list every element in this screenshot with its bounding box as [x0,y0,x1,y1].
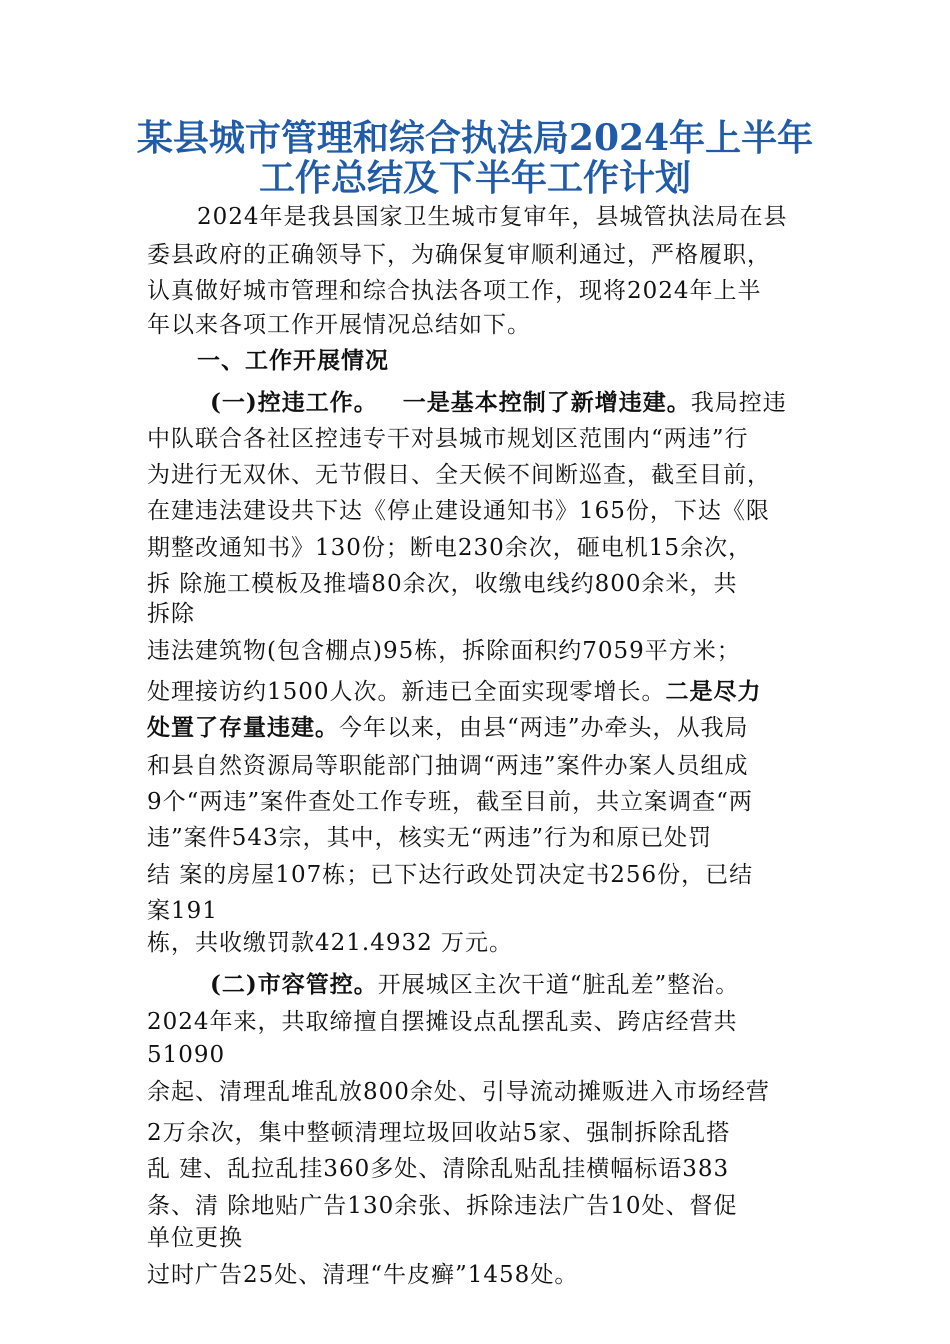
sub1-line-d2: 违”案件543宗，其中，核实无“两违”行为和原已处罚 [147,825,713,851]
title-line-1: 某县城市管理和综合执法局2024年上半年 [136,117,814,159]
sub2-label: (二)市容管控。 [210,971,378,998]
sub1-line-d1: 9个“两违”案件查处工作专班，截至目前，共立案调查“两 [147,789,753,815]
sub2-line1-rest: 开展城区主次干道“脏乱差”整治。 [377,972,740,998]
sub1-line-b [147,677,762,707]
sub2-line-0: 2024年来，共取缔擅自摆摊设点乱摆乱卖、跨店经营共 [147,1009,738,1035]
sub1-line-d3: 结 案的房屋107栋；已下达行政处罚决定书256份，已结 [147,862,754,888]
sub1-line-d5: 栋，共收缴罚款421.4932 万元。 [147,930,514,956]
sub1-line-a3: 期整改通知书》130份；断电230余次，砸电机15余次， [147,535,753,561]
sub2-line-5: 条、清 除地贴广告130余张、拆除违法广告10处、督促 [147,1193,738,1219]
section-heading: 一、工作开展情况 [197,347,389,374]
sub1-point1: 一是基本控制了新增违建。 [402,389,691,416]
sub1-line-b-start: 处理接访约1500人次。新违已全面实现零增长。 [147,679,666,705]
sub2-line-7: 过时广告25处、清理“牛皮癣”1458处。 [147,1262,579,1288]
sub1-line-d4: 案191 [147,898,218,924]
sub1-line-a5: 拆除 [147,601,195,627]
intro-line-2: 委县政府的正确领导下，为确保复审顺利通过，严格履职， [147,242,771,268]
intro-line-3: 认真做好城市管理和综合执法各项工作，现将2024年上半 [147,278,762,304]
sub2-first-line [210,970,739,1000]
intro-line-4: 年以来各项工作开展情况总结如下。 [147,312,531,338]
sub1-line1-rest: 我局控违 [690,390,787,416]
sub1-line-a2: 在建违法建设共下达《停止建设通知书》165份，下达《限 [147,498,770,524]
sub1-line-c [147,713,749,743]
gap [378,390,403,416]
title-line-2: 工作总结及下半年工作计划 [258,157,691,199]
intro-line-1: 2024年是我县国家卫生城市复审年，县城管执法局在县 [197,204,788,230]
sub2-line-4: 乱 建、乱拉乱挂360多处、清除乱贴乱挂横幅标语383 [147,1156,730,1182]
sub1-line-d0: 和县自然资源局等职能部门抽调“两违”案件办案人员组成 [147,753,749,779]
sub1-line-c-rest: 今年以来，由县“两违”办牵头，从我局 [339,715,749,741]
sub1-label: (一)控违工作。 [210,389,378,416]
sub2-line-2: 余起、清理乱堆乱放800余处、引导流动摊贩进入市场经营 [147,1079,770,1105]
sub1-line-a6: 违法建筑物(包含棚点)95栋，拆除面积约7059平方米； [147,638,741,664]
sub1-line-a4: 拆 除施工模板及推墙80余次，收缴电线约800余米，共 [147,571,738,597]
sub2-line-3: 2万余次，集中整顿清理垃圾回收站5家、强制拆除乱搭 [147,1120,731,1146]
sub1-point2-part1: 二是尽力 [665,678,762,705]
sub1-first-line [210,388,787,418]
sub2-line-1: 51090 [147,1042,226,1068]
sub1-line-a0: 中队联合各社区控违专干对县城市规划区范围内“两违”行 [147,426,749,452]
sub2-line-6: 单位更换 [147,1225,243,1251]
sub1-line-a1: 为进行无双休、无节假日、全天候不间断巡查，截至目前， [147,462,771,488]
sub1-point2-part2: 处置了存量违建。 [147,714,339,741]
